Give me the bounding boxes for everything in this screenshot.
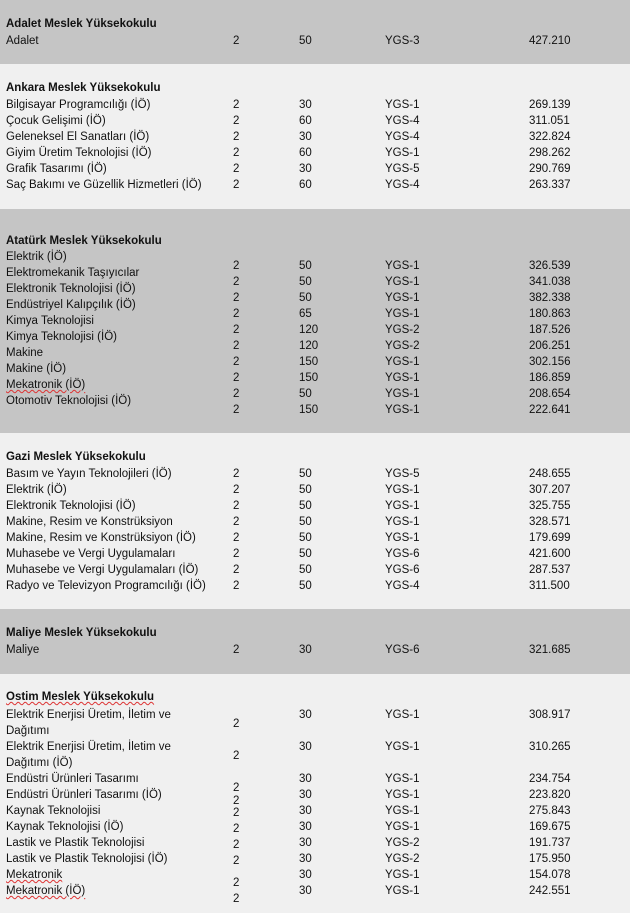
program-name: Kimya Teknolojisi	[6, 315, 94, 327]
cell-min-score: 308.917	[529, 709, 571, 721]
cell-quota: 50	[299, 292, 312, 304]
cell-quota: 50	[299, 516, 312, 528]
cell-min-score: 248.655	[529, 468, 571, 480]
cell-score-type: YGS-1	[385, 516, 420, 528]
cell-quota: 60	[299, 147, 312, 159]
cell-min-score: 208.654	[529, 388, 571, 400]
cell-duration: 2	[233, 644, 240, 656]
cell-duration: 2	[233, 404, 240, 416]
program-name: Dağıtımı	[6, 725, 50, 737]
cell-score-type: YGS-1	[385, 741, 420, 753]
cell-duration: 2	[233, 893, 240, 905]
cell-min-score: 179.699	[529, 532, 571, 544]
cell-duration: 2	[233, 179, 240, 191]
cell-quota: 30	[299, 869, 312, 881]
program-name: Elektronik Teknolojisi (İÖ)	[6, 500, 136, 512]
cell-quota: 30	[299, 853, 312, 865]
program-name: Geleneksel El Sanatları (İÖ)	[6, 131, 150, 143]
program-name: Elektrik Enerjisi Üretim, İletim ve	[6, 709, 171, 721]
cell-duration: 2	[233, 718, 240, 730]
cell-quota: 50	[299, 484, 312, 496]
cell-quota: 60	[299, 179, 312, 191]
cell-duration: 2	[233, 115, 240, 127]
cell-min-score: 341.038	[529, 276, 571, 288]
cell-min-score: 290.769	[529, 163, 571, 175]
cell-quota: 50	[299, 276, 312, 288]
program-name: Muhasebe ve Vergi Uygulamaları (İÖ)	[6, 564, 199, 576]
cell-min-score: 311.051	[529, 115, 570, 127]
cell-duration: 2	[233, 468, 240, 480]
program-name: Elektronik Teknolojisi (İÖ)	[6, 283, 136, 295]
cell-quota: 30	[299, 163, 312, 175]
cell-duration: 2	[233, 99, 240, 111]
cell-score-type: YGS-2	[385, 340, 420, 352]
program-name: Endüstriyel Kalıpçılık (İÖ)	[6, 299, 136, 311]
program-name: Çocuk Gelişimi (İÖ)	[6, 115, 106, 127]
cell-duration: 2	[233, 807, 240, 819]
cell-duration: 2	[233, 750, 240, 762]
cell-score-type: YGS-6	[385, 564, 420, 576]
cell-quota: 150	[299, 356, 319, 368]
cell-duration: 2	[233, 500, 240, 512]
program-name: Saç Bakımı ve Güzellik Hizmetleri (İÖ)	[6, 179, 202, 191]
cell-quota: 120	[299, 340, 319, 352]
program-name: Dağıtımı (İÖ)	[6, 757, 73, 769]
cell-min-score: 263.337	[529, 179, 571, 191]
cell-score-type: YGS-1	[385, 500, 420, 512]
cell-min-score: 421.600	[529, 548, 571, 560]
cell-duration: 2	[233, 564, 240, 576]
cell-score-type: YGS-2	[385, 837, 420, 849]
cell-duration: 2	[233, 35, 240, 47]
cell-duration: 2	[233, 782, 240, 794]
program-name: Grafik Tasarımı (İÖ)	[6, 163, 107, 175]
cell-quota: 50	[299, 388, 312, 400]
cell-min-score: 321.685	[529, 644, 571, 656]
cell-min-score: 427.210	[529, 35, 571, 47]
cell-min-score: 310.265	[529, 741, 571, 753]
cell-duration: 2	[233, 340, 240, 352]
cell-min-score: 298.262	[529, 147, 571, 159]
cell-score-type: YGS-4	[385, 131, 420, 143]
section-title: Adalet Meslek Yüksekokulu	[6, 18, 157, 30]
program-name: Kimya Teknolojisi (İÖ)	[6, 331, 117, 343]
program-name: Elektrik Enerjisi Üretim, İletim ve	[6, 741, 171, 753]
program-name: Otomotiv Teknolojisi (İÖ)	[6, 395, 132, 407]
cell-duration: 2	[233, 324, 240, 336]
cell-quota: 30	[299, 709, 312, 721]
cell-score-type: YGS-3	[385, 35, 420, 47]
section-adalet	[0, 0, 630, 64]
cell-min-score: 382.338	[529, 292, 571, 304]
cell-score-type: YGS-1	[385, 484, 420, 496]
program-name: Elektrik (İÖ)	[6, 484, 67, 496]
cell-quota: 65	[299, 308, 312, 320]
cell-quota: 30	[299, 789, 312, 801]
cell-min-score: 234.754	[529, 773, 571, 785]
cell-score-type: YGS-1	[385, 789, 420, 801]
program-name: Mekatronik	[6, 869, 63, 881]
program-name: Kaynak Teknolojisi	[6, 805, 101, 817]
cell-quota: 60	[299, 115, 312, 127]
section-maliye	[0, 609, 630, 674]
section-ataturk	[0, 209, 630, 433]
program-name: Mekatronik (İÖ)	[6, 885, 86, 897]
cell-duration: 2	[233, 388, 240, 400]
cell-score-type: YGS-1	[385, 147, 420, 159]
cell-duration: 2	[233, 131, 240, 143]
cell-quota: 120	[299, 324, 319, 336]
section-title: Atatürk Meslek Yüksekokulu	[6, 235, 162, 247]
cell-duration: 2	[233, 839, 240, 851]
cell-min-score: 191.737	[529, 837, 571, 849]
cell-quota: 50	[299, 35, 312, 47]
cell-score-type: YGS-2	[385, 853, 420, 865]
cell-quota: 150	[299, 404, 319, 416]
cell-min-score: 187.526	[529, 324, 571, 336]
cell-duration: 2	[233, 372, 240, 384]
program-name: Radyo ve Televizyon Programcılığı (İÖ)	[6, 580, 206, 592]
cell-min-score: 175.950	[529, 853, 571, 865]
cell-min-score: 322.824	[529, 131, 571, 143]
cell-score-type: YGS-4	[385, 179, 420, 191]
cell-score-type: YGS-1	[385, 885, 420, 897]
program-name: Adalet	[6, 35, 39, 47]
cell-score-type: YGS-1	[385, 308, 420, 320]
cell-duration: 2	[233, 484, 240, 496]
cell-min-score: 154.078	[529, 869, 571, 881]
cell-min-score: 275.843	[529, 805, 571, 817]
cell-score-type: YGS-1	[385, 292, 420, 304]
cell-quota: 30	[299, 131, 312, 143]
cell-score-type: YGS-1	[385, 404, 420, 416]
cell-score-type: YGS-1	[385, 372, 420, 384]
program-name: Mekatronik (İÖ)	[6, 379, 86, 391]
cell-min-score: 307.207	[529, 484, 571, 496]
program-name: Endüstri Ürünleri Tasarımı (İÖ)	[6, 789, 162, 801]
program-name: Basım ve Yayın Teknolojileri (İÖ)	[6, 468, 172, 480]
cell-quota: 150	[299, 372, 319, 384]
program-name: Makine, Resim ve Konstrüksiyon (İÖ)	[6, 532, 196, 544]
cell-quota: 30	[299, 741, 312, 753]
cell-quota: 50	[299, 548, 312, 560]
cell-score-type: YGS-6	[385, 548, 420, 560]
cell-score-type: YGS-1	[385, 356, 420, 368]
program-name: Endüstri Ürünleri Tasarımı	[6, 773, 139, 785]
cell-duration: 2	[233, 260, 240, 272]
cell-score-type: YGS-1	[385, 532, 420, 544]
cell-score-type: YGS-1	[385, 821, 420, 833]
section-title: Gazi Meslek Yüksekokulu	[6, 451, 146, 463]
cell-quota: 30	[299, 821, 312, 833]
cell-duration: 2	[233, 877, 240, 889]
cell-min-score: 206.251	[529, 340, 571, 352]
cell-min-score: 302.156	[529, 356, 571, 368]
section-title: Maliye Meslek Yüksekokulu	[6, 627, 157, 639]
program-name: Kaynak Teknolojisi (İÖ)	[6, 821, 124, 833]
cell-score-type: YGS-4	[385, 580, 420, 592]
program-name: Elektrik (İÖ)	[6, 251, 67, 263]
program-name: Giyim Üretim Teknolojisi (İÖ)	[6, 147, 152, 159]
cell-score-type: YGS-1	[385, 99, 420, 111]
program-name: Makine	[6, 347, 44, 359]
program-name: Elektromekanik Taşıyıcılar	[6, 267, 140, 279]
cell-score-type: YGS-1	[385, 388, 420, 400]
cell-min-score: 242.551	[529, 885, 571, 897]
cell-quota: 50	[299, 532, 312, 544]
cell-quota: 30	[299, 99, 312, 111]
cell-duration: 2	[233, 855, 240, 867]
cell-duration: 2	[233, 823, 240, 835]
cell-min-score: 269.139	[529, 99, 571, 111]
cell-duration: 2	[233, 163, 240, 175]
cell-min-score: 169.675	[529, 821, 571, 833]
cell-duration: 2	[233, 147, 240, 159]
cell-score-type: YGS-5	[385, 163, 420, 175]
section-ostim	[0, 674, 630, 913]
cell-score-type: YGS-6	[385, 644, 420, 656]
cell-score-type: YGS-4	[385, 115, 420, 127]
cell-min-score: 180.863	[529, 308, 571, 320]
cell-score-type: YGS-1	[385, 773, 420, 785]
program-name: Makine (İÖ)	[6, 363, 67, 375]
cell-min-score: 311.500	[529, 580, 570, 592]
cell-min-score: 186.859	[529, 372, 571, 384]
cell-min-score: 325.755	[529, 500, 571, 512]
section-title: Ankara Meslek Yüksekokulu	[6, 82, 161, 94]
cell-duration: 2	[233, 580, 240, 592]
program-name: Makine, Resim ve Konstrüksiyon	[6, 516, 173, 528]
cell-duration: 2	[233, 516, 240, 528]
cell-quota: 50	[299, 564, 312, 576]
program-name: Lastik ve Plastik Teknolojisi (İÖ)	[6, 853, 168, 865]
cell-duration: 2	[233, 532, 240, 544]
cell-min-score: 222.641	[529, 404, 571, 416]
cell-duration: 2	[233, 356, 240, 368]
cell-min-score: 326.539	[529, 260, 571, 272]
cell-score-type: YGS-1	[385, 276, 420, 288]
section-title: Ostim Meslek Yüksekokulu	[6, 691, 155, 703]
cell-score-type: YGS-1	[385, 260, 420, 272]
cell-quota: 30	[299, 885, 312, 897]
cell-quota: 30	[299, 805, 312, 817]
cell-min-score: 287.537	[529, 564, 571, 576]
section-gazi	[0, 433, 630, 609]
cell-score-type: YGS-1	[385, 805, 420, 817]
cell-duration: 2	[233, 308, 240, 320]
section-ankara	[0, 64, 630, 209]
cell-duration: 2	[233, 292, 240, 304]
cell-score-type: YGS-5	[385, 468, 420, 480]
program-name: Bilgisayar Programcılığı (İÖ)	[6, 99, 151, 111]
program-name: Muhasebe ve Vergi Uygulamaları	[6, 548, 176, 560]
cell-score-type: YGS-1	[385, 869, 420, 881]
cell-quota: 30	[299, 773, 312, 785]
cell-duration: 2	[233, 548, 240, 560]
cell-quota: 30	[299, 644, 312, 656]
cell-duration: 2	[233, 795, 240, 807]
cell-score-type: YGS-2	[385, 324, 420, 336]
cell-quota: 50	[299, 500, 312, 512]
cell-quota: 50	[299, 580, 312, 592]
cell-quota: 50	[299, 260, 312, 272]
cell-duration: 2	[233, 276, 240, 288]
cell-min-score: 328.571	[529, 516, 571, 528]
program-name: Maliye	[6, 644, 40, 656]
cell-score-type: YGS-1	[385, 709, 420, 721]
cell-min-score: 223.820	[529, 789, 571, 801]
program-name: Lastik ve Plastik Teknolojisi	[6, 837, 145, 849]
cell-quota: 30	[299, 837, 312, 849]
cell-quota: 50	[299, 468, 312, 480]
